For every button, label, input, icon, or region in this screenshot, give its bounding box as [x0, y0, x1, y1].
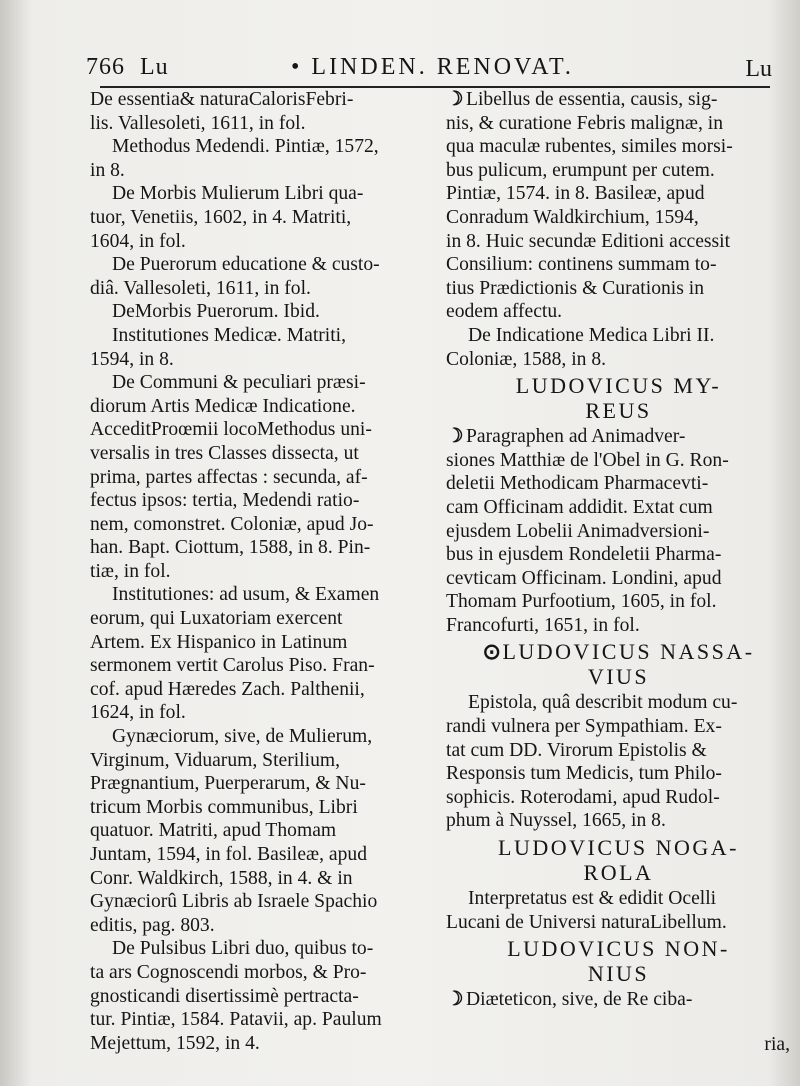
entry-line: quatuor. Matriti, apud Thomam	[90, 820, 337, 842]
heading-line: ROLA	[583, 860, 654, 886]
entry-line: Artem. Ex Hispanico in Latinum	[90, 631, 348, 653]
entry-line: nem, comonstret. Coloniæ, apud Jo-	[90, 513, 374, 535]
entry-line: De essentia& naturaCalorisFebri-	[90, 89, 354, 110]
entry-line: tricum Morbis communibus, Libri	[90, 796, 358, 818]
entry-line: phum à Nuyssel, 1665, in 8.	[446, 810, 666, 832]
entry-line: ta ars Cognoscendi morbos, & Pro-	[90, 961, 367, 983]
author-heading	[446, 639, 791, 689]
entry-line: Methodus Medendi. Pintiæ, 1572,	[112, 136, 379, 158]
author-heading	[446, 373, 791, 423]
entry-line: han. Bapt. Ciottum, 1588, in 8. Pin-	[90, 537, 371, 559]
heading-line: LUDOVICUS NON-	[507, 936, 730, 962]
entry-line: Conr. Waldkirch, 1588, in 4. & in	[90, 867, 353, 889]
entry-line: Pintiæ, 1574. in 8. Basileæ, apud	[446, 183, 705, 205]
entry-line: fectus ipsos: tertia, Medendi ratio-	[90, 490, 360, 512]
bibliography-entry	[90, 88, 430, 135]
heading-line: LUDOVICUS MY-	[515, 373, 722, 399]
entry-line: 1604, in fol.	[90, 230, 186, 252]
bibliography-entry	[90, 583, 430, 725]
entry-line: diorum Artis Medicæ Indicatione.	[90, 395, 356, 417]
bibliography-entry	[446, 88, 791, 324]
entry-line: 1624, in fol.	[90, 702, 186, 724]
entry-line: gnosticandi disertissimè pertracta-	[90, 985, 359, 1007]
entry-line: ☽ Libellus de essentia, causis, sig-	[446, 89, 718, 110]
entry-mark-icon: ⊙	[482, 639, 504, 665]
entry-line: Institutiones Medicæ. Matriti,	[112, 324, 347, 346]
entry-line: Gynæciorû Libris ab Israele Spachio	[90, 891, 378, 913]
entry-line: tur. Pintiæ, 1584. Patavii, ap. Paulum	[90, 1009, 382, 1031]
entry-line: Coloniæ, 1588, in 8.	[446, 348, 607, 370]
entry-line: ☽ Paragraphen ad Animadver-	[446, 426, 686, 448]
running-header	[86, 54, 780, 88]
entry-line: lis. Vallesoleti, 1611, in fol.	[90, 112, 306, 134]
entry-line: Lucani de Universi naturaLibellum.	[446, 911, 727, 933]
entry-mark-icon: ☽	[446, 89, 464, 110]
author-heading	[446, 936, 791, 986]
left-tag: Lu	[140, 54, 169, 80]
entry-line: cof. apud Hæredes Zach. Palthenii,	[90, 678, 365, 700]
running-title: • LINDEN. RENOVAT.	[291, 54, 574, 80]
entry-line: De Morbis Mulierum Libri qua-	[112, 183, 364, 205]
entry-line: 1594, in 8.	[90, 348, 174, 370]
entry-line: eodem affectu.	[446, 301, 563, 323]
entry-mark-icon: ☽	[446, 989, 464, 1011]
entry-line: cevticam Officinam. Londini, apud	[446, 567, 722, 589]
entry-line: diâ. Vallesoleti, 1611, in fol.	[90, 277, 311, 299]
entry-line: tuor, Venetiis, 1602, in 4. Matriti,	[90, 206, 352, 228]
heading-line: ⊙LUDOVICUS NASSA-	[482, 639, 755, 665]
bibliography-entry	[90, 725, 430, 937]
entry-line: De Communi & peculiari præsi-	[112, 372, 366, 394]
author-heading	[446, 835, 791, 885]
bibliography-entry	[90, 324, 430, 371]
entry-line: Institutiones: ad usum, & Examen	[112, 584, 380, 606]
entry-line: sophicis. Roterodami, apud Rudol-	[446, 786, 720, 808]
entry-line: tat cum DD. Virorum Epistolis &	[446, 739, 707, 761]
entry-line: in 8. Huic secundæ Editioni accessit	[446, 230, 731, 252]
bibliography-entry	[446, 887, 791, 934]
left-column	[90, 88, 430, 1055]
entry-line: tiæ, in fol.	[90, 560, 171, 582]
entry-line: Prægnantium, Puerperarum, & Nu-	[90, 773, 366, 795]
entry-line: bus pulicum, erumpunt per cutem.	[446, 159, 715, 181]
entry-line: sermonem vertit Carolus Piso. Fran-	[90, 655, 375, 677]
right-tag: Lu	[745, 56, 772, 82]
entry-mark-icon: ☽	[446, 426, 464, 448]
heading-line: NIUS	[587, 961, 650, 987]
entry-line: eorum, qui Luxatoriam exercent	[90, 608, 343, 630]
entry-line: Thomam Purfootium, 1605, in fol.	[446, 591, 717, 613]
entry-line: Gynæciorum, sive, de Mulierum,	[112, 726, 373, 748]
entry-line: in 8.	[90, 159, 125, 181]
entry-line: qua maculæ rubentes, similes morsi-	[446, 136, 733, 158]
page-number	[86, 54, 169, 81]
catchword: ria,	[764, 1034, 790, 1055]
entry-line: De Pulsibus Libri duo, quibus to-	[112, 938, 374, 960]
entry-line: DeMorbis Puerorum. Ibid.	[112, 301, 320, 323]
entry-line: versalis in tres Classes dissecta, ut	[90, 442, 359, 464]
entry-line: AcceditProœmii locoMethodus uni-	[90, 419, 372, 441]
bibliography-entry	[90, 182, 430, 253]
bibliography-entry	[446, 691, 791, 833]
entry-line: Conradum Waldkirchium, 1594,	[446, 206, 699, 228]
entry-line: nis, & curatione Febris malignæ, in	[446, 112, 724, 134]
entry-line: De Indicatione Medica Libri II.	[468, 324, 715, 346]
entry-line: Responsis tum Medicis, tum Philo-	[446, 763, 722, 785]
entry-line: Virginum, Viduarum, Sterilium,	[90, 749, 341, 771]
bibliography-entry	[90, 371, 430, 583]
entry-line: bus in ejusdem Rondeletii Pharma-	[446, 544, 722, 566]
page-number-text: 766	[86, 54, 125, 80]
entry-line: Epistola, quâ describit modum cu-	[468, 692, 738, 714]
entry-line: cam Officinam addidit. Extat cum	[446, 496, 713, 518]
entry-line: prima, partes affectas : secunda, af-	[90, 466, 368, 488]
entry-line: siones Matthiæ de l'Obel in G. Ron-	[446, 449, 729, 471]
heading-line: LUDOVICUS NOGA-	[498, 835, 739, 861]
bibliography-entry	[90, 253, 430, 300]
bibliography-entry	[90, 300, 430, 324]
entry-line: randi vulnera per Sympathiam. Ex-	[446, 716, 722, 738]
entry-line: deletii Methodicam Pharmacevti-	[446, 473, 709, 495]
entry-line: Interpretatus est & edidit Ocelli	[468, 888, 717, 910]
entry-line: Juntam, 1594, in fol. Basileæ, apud	[90, 844, 368, 865]
entry-line: editis, pag. 803.	[90, 914, 215, 936]
entry-line: Consilium: continens summam to-	[446, 254, 717, 276]
bibliography-entry	[446, 324, 791, 371]
heading-line: VIUS	[587, 664, 650, 690]
bibliography-entry	[446, 425, 791, 637]
right-column	[446, 88, 791, 1012]
bibliography-entry	[90, 135, 430, 182]
bibliography-entry	[446, 988, 791, 1012]
entry-line: De Puerorum educatione & custo-	[112, 254, 380, 276]
entry-line: Francofurti, 1651, in fol.	[446, 614, 640, 636]
entry-line: ejusdem Lobelii Animadversioni-	[446, 520, 710, 542]
bibliography-entry	[90, 937, 430, 1055]
heading-line: REUS	[585, 398, 652, 424]
entry-line: ☽ Diæteticon, sive, de Re ciba-	[446, 989, 693, 1011]
entry-line: tius Prædictionis & Curationis in	[446, 277, 705, 299]
entry-line: Mejettum, 1592, in 4.	[90, 1032, 260, 1054]
